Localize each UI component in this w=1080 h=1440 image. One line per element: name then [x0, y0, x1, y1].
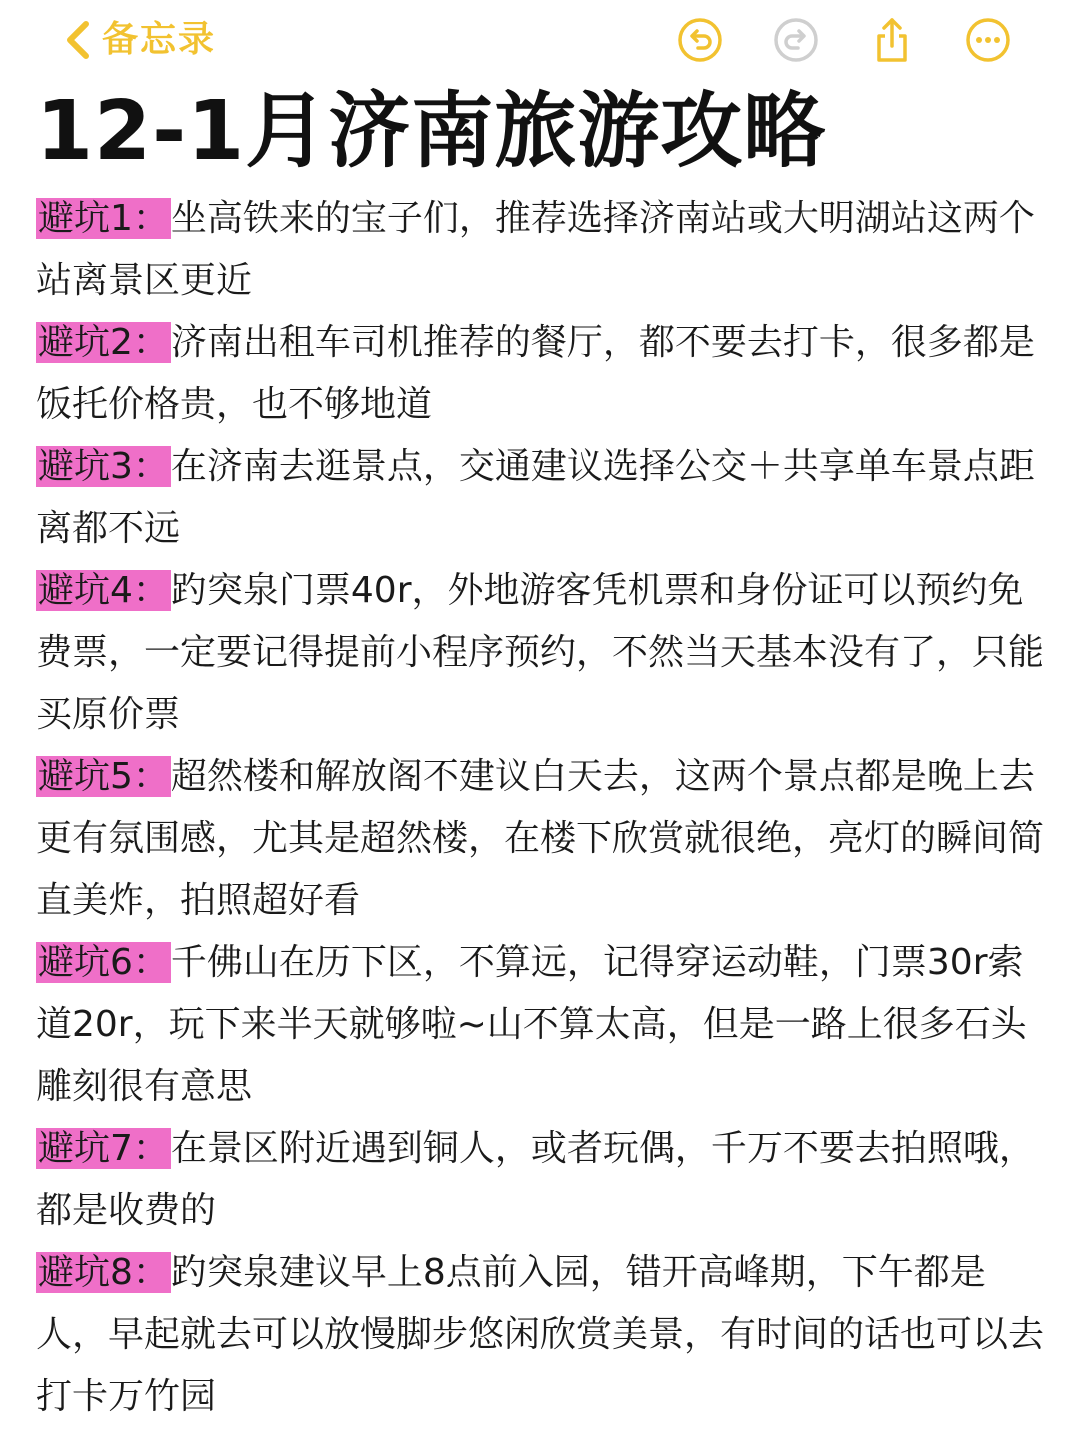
tip-item [36, 746, 1054, 932]
redo-icon[interactable] [772, 16, 820, 64]
tip-item [36, 932, 1054, 1118]
tip-tag: 避坑7： [38, 1128, 169, 1169]
tip-tag: 避坑6： [38, 942, 169, 983]
tip-item [36, 188, 1054, 312]
back-button[interactable] [62, 14, 216, 66]
tip-item [36, 1242, 1054, 1428]
share-icon[interactable] [868, 16, 916, 64]
more-icon[interactable] [964, 16, 1012, 64]
chevron-left-icon [62, 18, 92, 62]
tip-text: 千佛山在历下区，不算远，记得穿运动鞋，门票30r索道20r，玩下来半天就够啦~山不算太高，但是一路上很多石头雕刻很有意思 [36, 942, 1027, 1107]
tip-tag: 避坑3： [38, 446, 169, 487]
tip-tag: 避坑4： [38, 570, 169, 611]
tip-text: 在济南去逛景点，交通建议选择公交＋共享单车景点距离都不远 [36, 446, 1035, 549]
tip-item [36, 560, 1054, 746]
tip-text: 趵突泉建议早上8点前入园，错开高峰期，下午都是人，早起就去可以放慢脚步悠闲欣赏美景，有时间的话也可以去打卡万竹园 [36, 1252, 1045, 1417]
tip-text: 超然楼和解放阁不建议白天去，这两个景点都是晚上去更有氛围感，尤其是超然楼，在楼下欣赏就很绝，亮灯的瞬间简直美炸，拍照超好看 [36, 756, 1045, 921]
tip-item [36, 436, 1054, 560]
back-button-label: 备忘录 [102, 19, 217, 60]
tip-text: 坐高铁来的宝子们，推荐选择济南站或大明湖站这两个站离景区更近 [36, 198, 1035, 301]
tip-text: 趵突泉门票40r，外地游客凭机票和身份证可以预约免费票，一定要记得提前小程序预约，不然当天基本没有了，只能买原价票 [36, 570, 1045, 735]
tip-tag: 避坑5： [38, 756, 169, 797]
tip-tag: 避坑1： [38, 198, 169, 239]
note-body[interactable] [36, 188, 1054, 1428]
navigation-bar [0, 0, 1080, 84]
tip-text: 在景区附近遇到铜人，或者玩偶，千万不要去拍照哦，都是收费的 [36, 1128, 1035, 1231]
note-title: 12-1月济南旅游攻略 [36, 84, 827, 179]
tip-item [36, 1118, 1054, 1242]
undo-icon[interactable] [676, 16, 724, 64]
tip-tag: 避坑8： [38, 1252, 169, 1293]
tip-item [36, 312, 1054, 436]
tip-text: 济南出租车司机推荐的餐厅，都不要去打卡，很多都是饭托价格贵，也不够地道 [36, 322, 1035, 425]
tip-tag: 避坑2： [38, 322, 169, 363]
